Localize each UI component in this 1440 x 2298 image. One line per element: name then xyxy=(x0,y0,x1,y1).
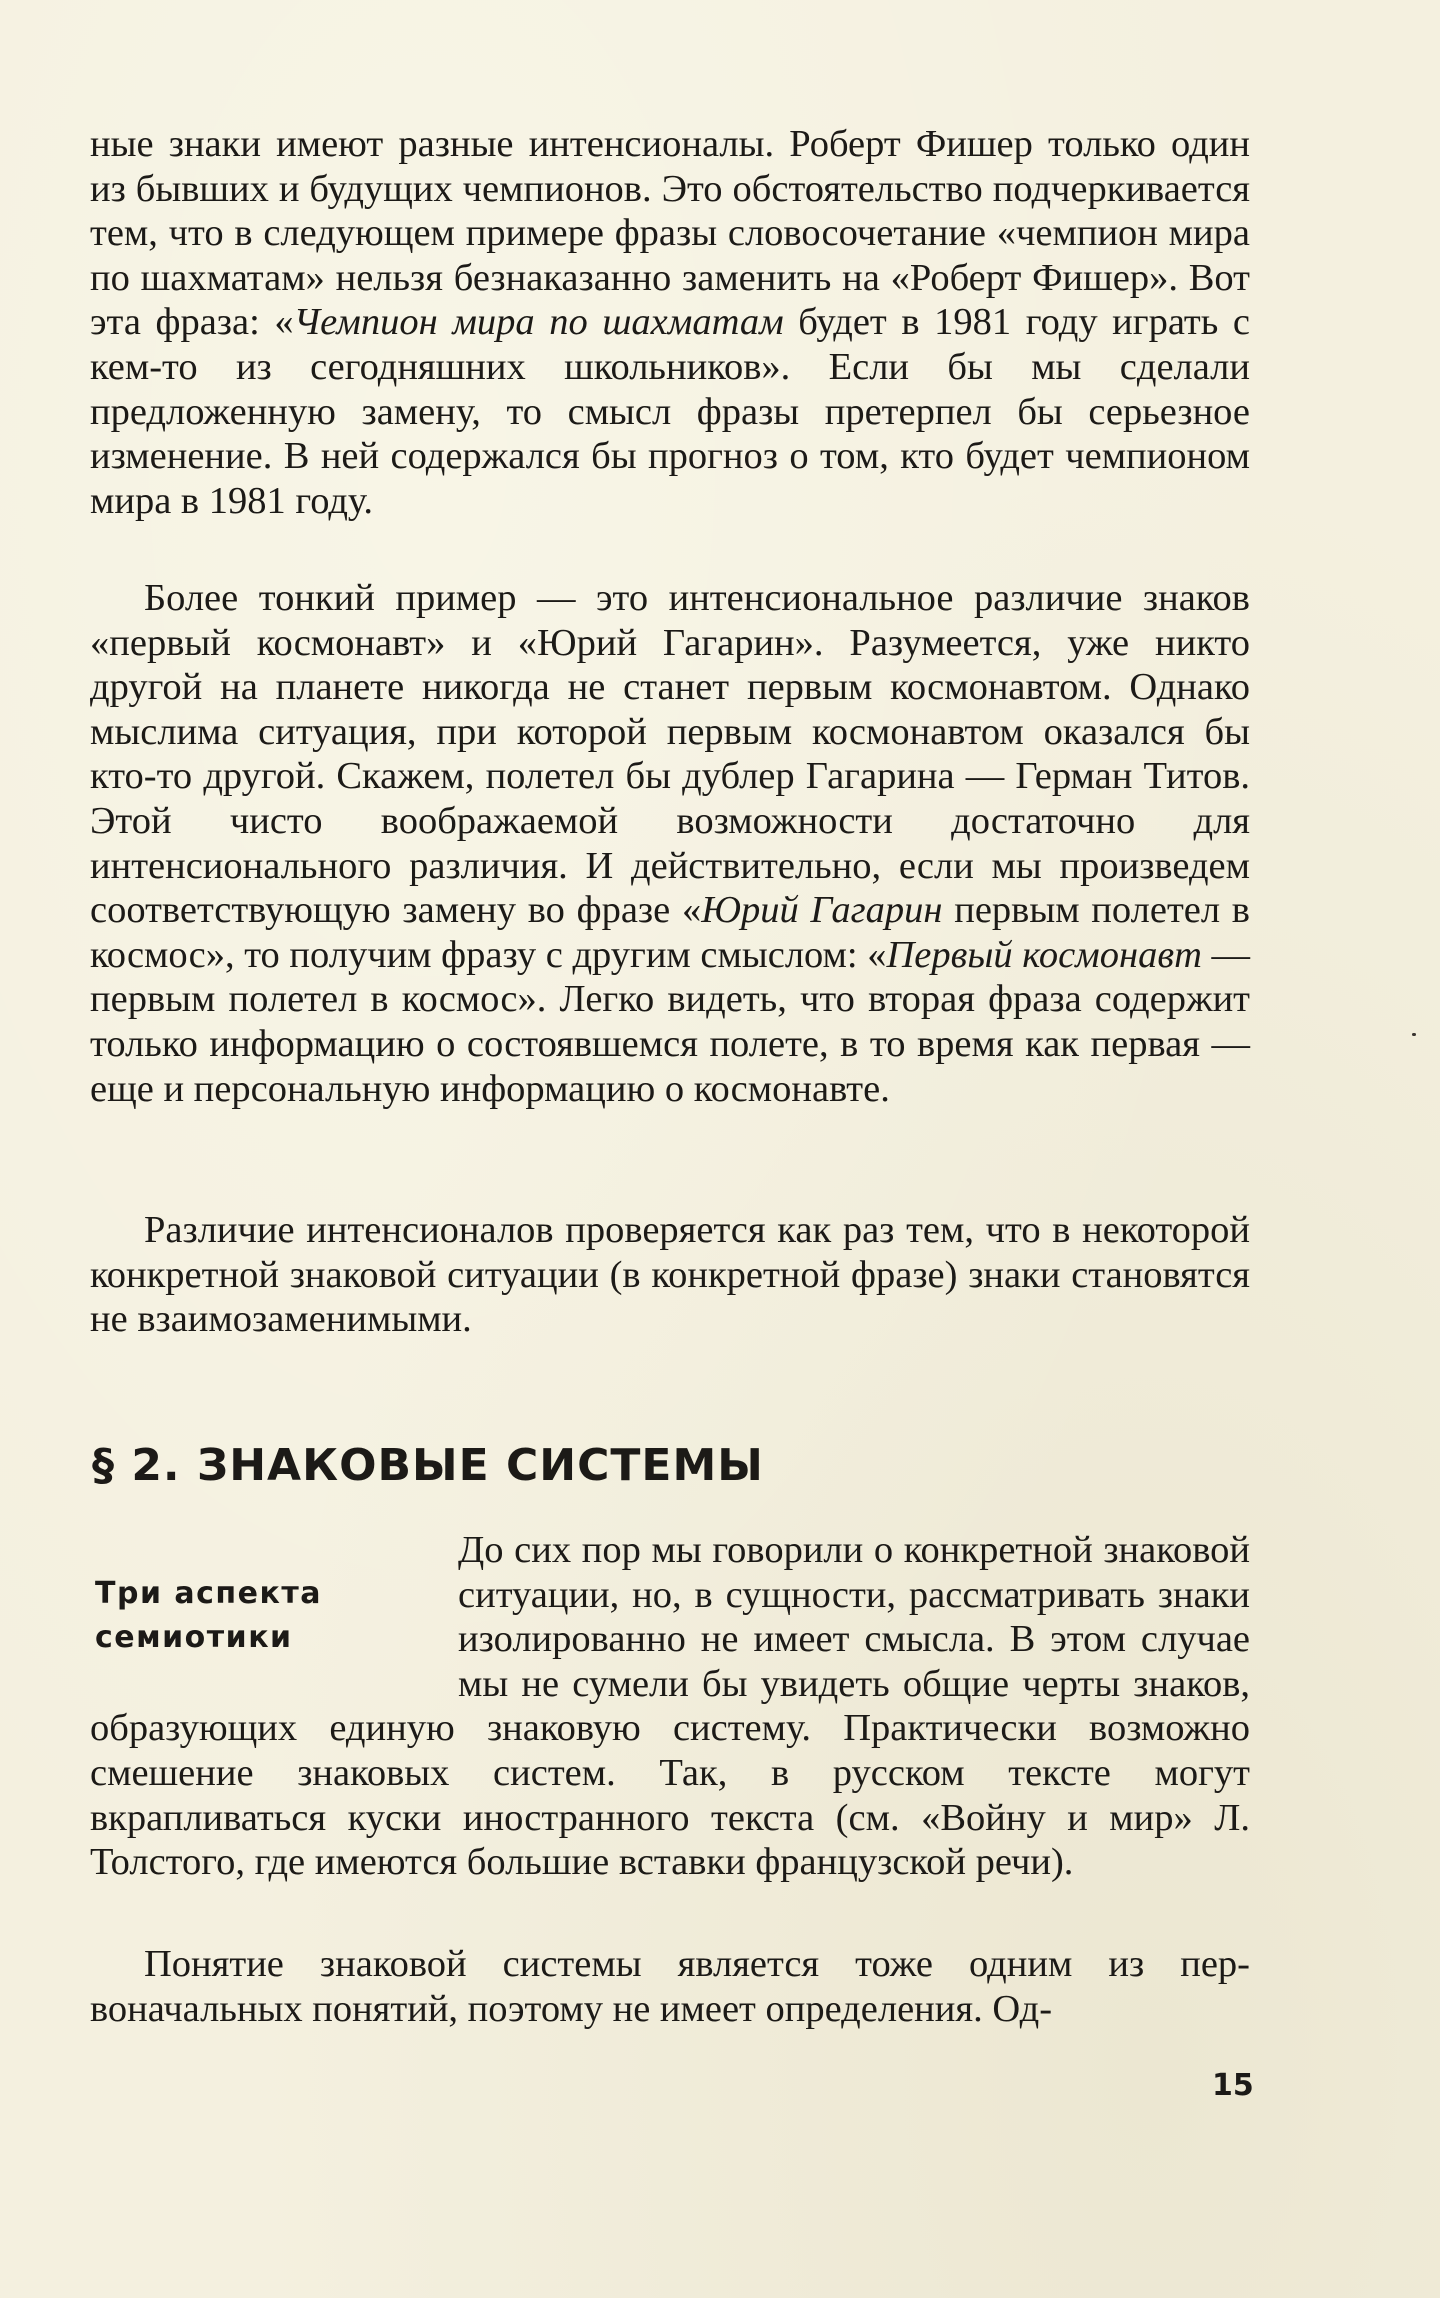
section-heading: § 2. ЗНАКОВЫЕ СИСТЕМЫ xyxy=(92,1440,764,1491)
paragraph-3-text: Различие интенсионалов проверяется как раз тем, что в некоторой конкретной знаковой ситуации (в конкретной фразе) знаки становятся не взаимозаменимыми. xyxy=(90,1209,1250,1341)
paragraph-2-text xyxy=(90,576,1250,1111)
paragraph-1-italic-phrase: Чемпион мира по шахматам xyxy=(293,301,784,344)
paragraph-1-tail: будет в 1981 году играть с кем-то из сегодняшних школьников». Если бы мы сделали предложенную замену, то смысл фразы претерпел бы серьезное изменение. В ней содержался бы прогноз о том, кто будет чемпионом мира в 1981 году. xyxy=(90,301,1250,522)
paragraph-4 xyxy=(90,1528,1250,1885)
paragraph-1-text xyxy=(90,122,1250,523)
paragraph-1 xyxy=(90,122,1250,523)
paragraph-2-italic-gagarin: Юрий Гагарин xyxy=(701,889,943,932)
paragraph-2-part-b: первым полетел в космос», то получим фразу с другим смыслом: « xyxy=(90,889,1250,976)
paragraph-3 xyxy=(90,1208,1250,1342)
paragraph-2-part-a: Более тонкий пример — это интенсиональное различие знаков «первый космонавт» и «Юрий Гагарин». Разумеется, уже никто другой на планете никогда не станет первым космонавтом. Однако мыслима ситуация, при которой первым космонавтом оказался бы кто-то другой. Скажем, полетел бы дублер Гагарина — Герман Титов. Этой чисто воображаемой возможности достаточно для интенсионального различия. И действительно, если мы произведем соответствующую замену во фразе « xyxy=(90,577,1250,932)
paragraph-5-text: Понятие знаковой системы является тоже одним из первоначальных понятий, поэтому не имеет определения. Од- xyxy=(90,1943,1250,2030)
side-heading-gap xyxy=(90,1528,458,1662)
paragraph-2-part-c: — первым полетел в космос». Легко видеть, что вторая фраза содержит только информацию о состоявшемся полете, в то время как первая — еще и персональную информацию о космонавте. xyxy=(90,933,1251,1110)
side-heading: Три аспекта семиотики xyxy=(95,1576,322,1655)
page-number: 15 xyxy=(1212,2068,1254,2103)
quote-open: « xyxy=(274,301,294,344)
paragraph-1-lead: ные знаки имеют разные интенсионалы. Роберт Фишер только один из бывших и будущих чемпионов. Это обстоятельство подчеркивается тем, что в следующем примере фразы словосочетание «чемпион мира по шахматам» нельзя безнаказанно заменить на «Роберт Фишер». Вот эта фраза: xyxy=(90,123,1250,344)
paragraph-4-text: До сих пор мы говорили о конкретной знаковой ситуации, но, в сущности, рассматривать знаки изолированно не имеет смысла. В этом случае мы не сумели бы увидеть общие черты знаков, образующих единую знаковую систему. Практически возможно смешение знаковых систем. Так, в русском тексте могут вкрапливаться куски иностранного текста (см. «Войну и мир» Л. Толстого, где имеются большие вставки французской речи). xyxy=(90,1529,1250,1884)
paragraph-2-italic-cosmonaut: Первый космонавт xyxy=(886,933,1202,976)
paper-speck xyxy=(1412,1033,1416,1036)
paragraph-2 xyxy=(90,576,1250,1111)
paragraph-5 xyxy=(90,1942,1250,2031)
